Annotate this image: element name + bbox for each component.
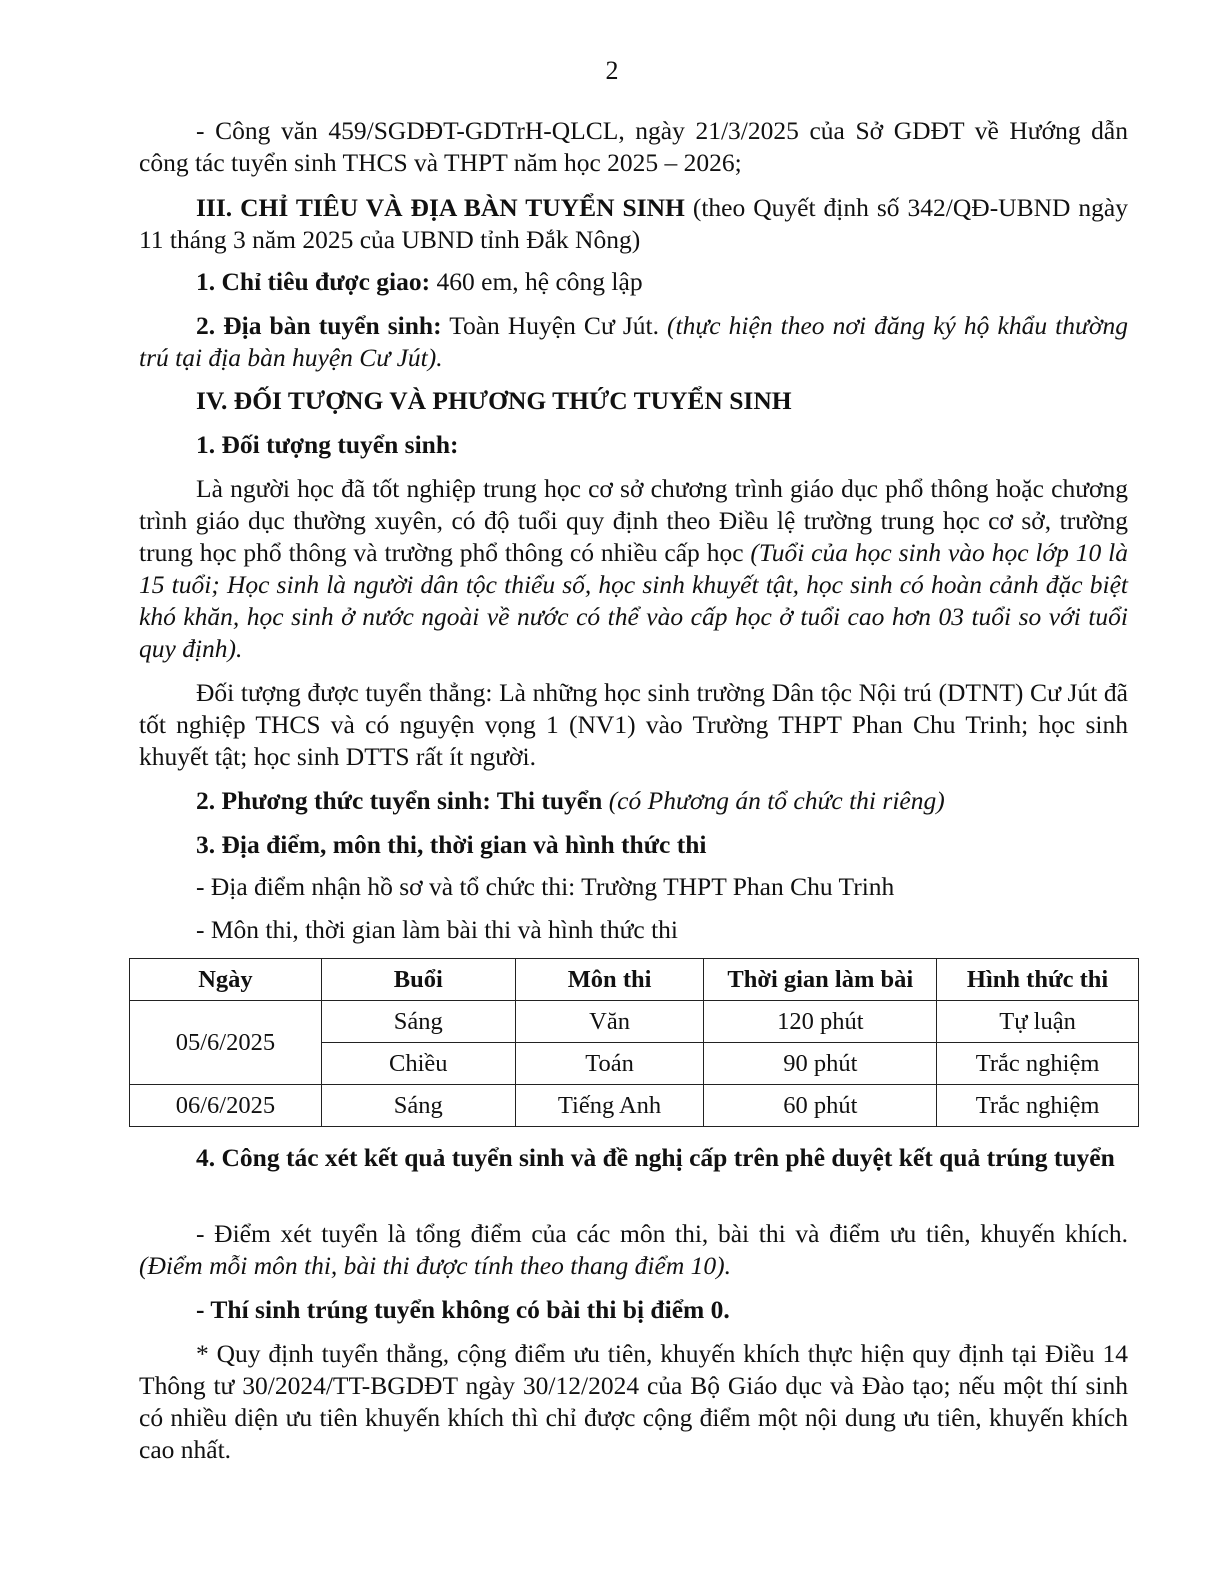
- subject-heading: [139, 429, 1128, 461]
- area-line: [139, 310, 1128, 374]
- table-row: [130, 1085, 1139, 1127]
- subject-note: (Tuổi của học sinh vào học lớp 10 là 15 tuổi; Học sinh là người dân tộc thiểu số, học sinh khuyết tật, học sinh có hoàn cảnh đặc biệt khó khăn, học sinh ở nước ngoài về nước có thể vào cấp học ở tuổi cao hơn 03 tuổi so với tuổi quy định).: [139, 538, 1128, 663]
- table-header-cell: Buổi: [321, 959, 515, 1001]
- format-cell: Tự luận: [937, 1001, 1139, 1043]
- duration-cell: 120 phút: [704, 1001, 937, 1043]
- exam-info-line: - Môn thi, thời gian làm bài thi và hình thức thi: [196, 915, 678, 944]
- subject-cell: Văn: [515, 1001, 704, 1043]
- section-3-heading-note: (theo Quyết định số 342/QĐ-UBND ngày 11 tháng 3 năm 2025 của UBND tỉnh Đắk Nông): [139, 193, 1128, 254]
- method-note: (có Phương án tổ chức thi riêng): [602, 786, 945, 815]
- subject-text: Là người học đã tốt nghiệp trung học cơ sở chương trình giáo dục phổ thông hoặc chương trình giáo dục thường xuyên, có độ tuổi quy định theo Điều lệ trường trung học cơ sở, trường trung học phổ thông và trường phổ thông có nhiều cấp học: [139, 474, 1128, 567]
- subject-cell: Toán: [515, 1043, 704, 1085]
- section-4-heading: [139, 385, 1128, 417]
- quota-value: 460 em, hệ công lập: [430, 267, 643, 296]
- quota-label: 1. Chỉ tiêu được giao:: [196, 267, 431, 296]
- section-4-heading-text: IV. ĐỐI TƯỢNG VÀ PHƯƠNG THỨC TUYỂN SINH: [196, 386, 792, 415]
- priority-paragraph: * Quy định tuyển thẳng, cộng điểm ưu tiên, khuyến khích thực hiện quy định tại Điều 14 Thông tư 30/2024/TT-BGDĐT ngày 30/12/2024 của Bộ Giáo dục và Đào tạo; nếu một thí sinh có nhiều diện ưu tiên khuyến khích thì chỉ được cộng điểm một nội dung ưu tiên, khuyến khích cao nhất.: [139, 1339, 1128, 1464]
- location-heading: [139, 829, 1128, 861]
- format-cell: Trắc nghiệm: [937, 1085, 1139, 1127]
- subject-paragraph: [139, 473, 1128, 665]
- score-paragraph: [139, 1218, 1128, 1282]
- subject-cell: Tiếng Anh: [515, 1085, 704, 1127]
- zero-score-rule: [139, 1294, 1128, 1326]
- session-cell: Sáng: [321, 1001, 515, 1043]
- location-heading-text: 3. Địa điểm, môn thi, thời gian và hình thức thi: [196, 830, 707, 859]
- table-header-cell: Thời gian làm bài: [704, 959, 937, 1001]
- session-cell: Sáng: [321, 1085, 515, 1127]
- zero-score-rule-text: - Thí sinh trúng tuyển không có bài thi bị điểm 0.: [196, 1295, 730, 1324]
- direct-admission-paragraph: Đối tượng được tuyển thẳng: Là những học sinh trường Dân tộc Nội trú (DTNT) Cư Jút đã tốt nghiệp THCS và có nguyện vọng 1 (NV1) vào Trường THPT Phan Chu Trinh; học sinh khuyết tật; học sinh DTTS rất ít người.: [139, 678, 1128, 771]
- legal-basis-item: - Công văn 459/SGDĐT-GDTrH-QLCL, ngày 21/3/2025 của Sở GDĐT về Hướng dẫn công tác tuyển sinh THCS và THPT năm học 2025 – 2026;: [139, 116, 1128, 177]
- session-cell: Chiều: [321, 1043, 515, 1085]
- table-header-cell: Môn thi: [515, 959, 704, 1001]
- exam-schedule-table: [129, 958, 1139, 1127]
- score-text: - Điểm xét tuyển là tổng điểm của các môn thi, bài thi và điểm ưu tiên, khuyến khích.: [196, 1219, 1128, 1248]
- duration-cell: 60 phút: [704, 1085, 937, 1127]
- duration-cell: 90 phút: [704, 1043, 937, 1085]
- area-label: 2. Địa bàn tuyển sinh:: [196, 311, 442, 340]
- table-row: [130, 1001, 1139, 1043]
- table-header-cell: Hình thức thi: [937, 959, 1139, 1001]
- page-number: 2: [605, 56, 619, 85]
- quota-line: [139, 266, 1128, 298]
- date-cell: 05/6/2025: [130, 1001, 322, 1085]
- score-note: (Điểm mỗi môn thi, bài thi được tính theo thang điểm 10).: [139, 1251, 731, 1280]
- table-header-cell: Ngày: [130, 959, 322, 1001]
- method-label: 2. Phương thức tuyển sinh: Thi tuyển: [196, 786, 603, 815]
- date-cell: 06/6/2025: [130, 1085, 322, 1127]
- area-value: Toàn Huyện Cư Jút.: [441, 311, 668, 340]
- results-heading: [139, 1142, 1128, 1174]
- table-header-row: [130, 959, 1139, 1001]
- results-heading-text: 4. Công tác xét kết quả tuyển sinh và đề nghị cấp trên phê duyệt kết quả trúng tuyển: [196, 1143, 1115, 1172]
- section-3-heading: III. CHỈ TIÊU VÀ ĐỊA BÀN TUYỂN SINH: [196, 193, 685, 222]
- subject-heading-text: 1. Đối tượng tuyển sinh:: [196, 430, 459, 459]
- location-line: - Địa điểm nhận hồ sơ và tổ chức thi: Trường THPT Phan Chu Trinh: [196, 872, 895, 901]
- format-cell: Trắc nghiệm: [937, 1043, 1139, 1085]
- section-3-heading-block: [139, 192, 1128, 256]
- area-note: (thực hiện theo nơi đăng ký hộ khẩu thường trú tại địa bàn huyện Cư Jút).: [139, 311, 1128, 372]
- method-line: [139, 785, 1128, 817]
